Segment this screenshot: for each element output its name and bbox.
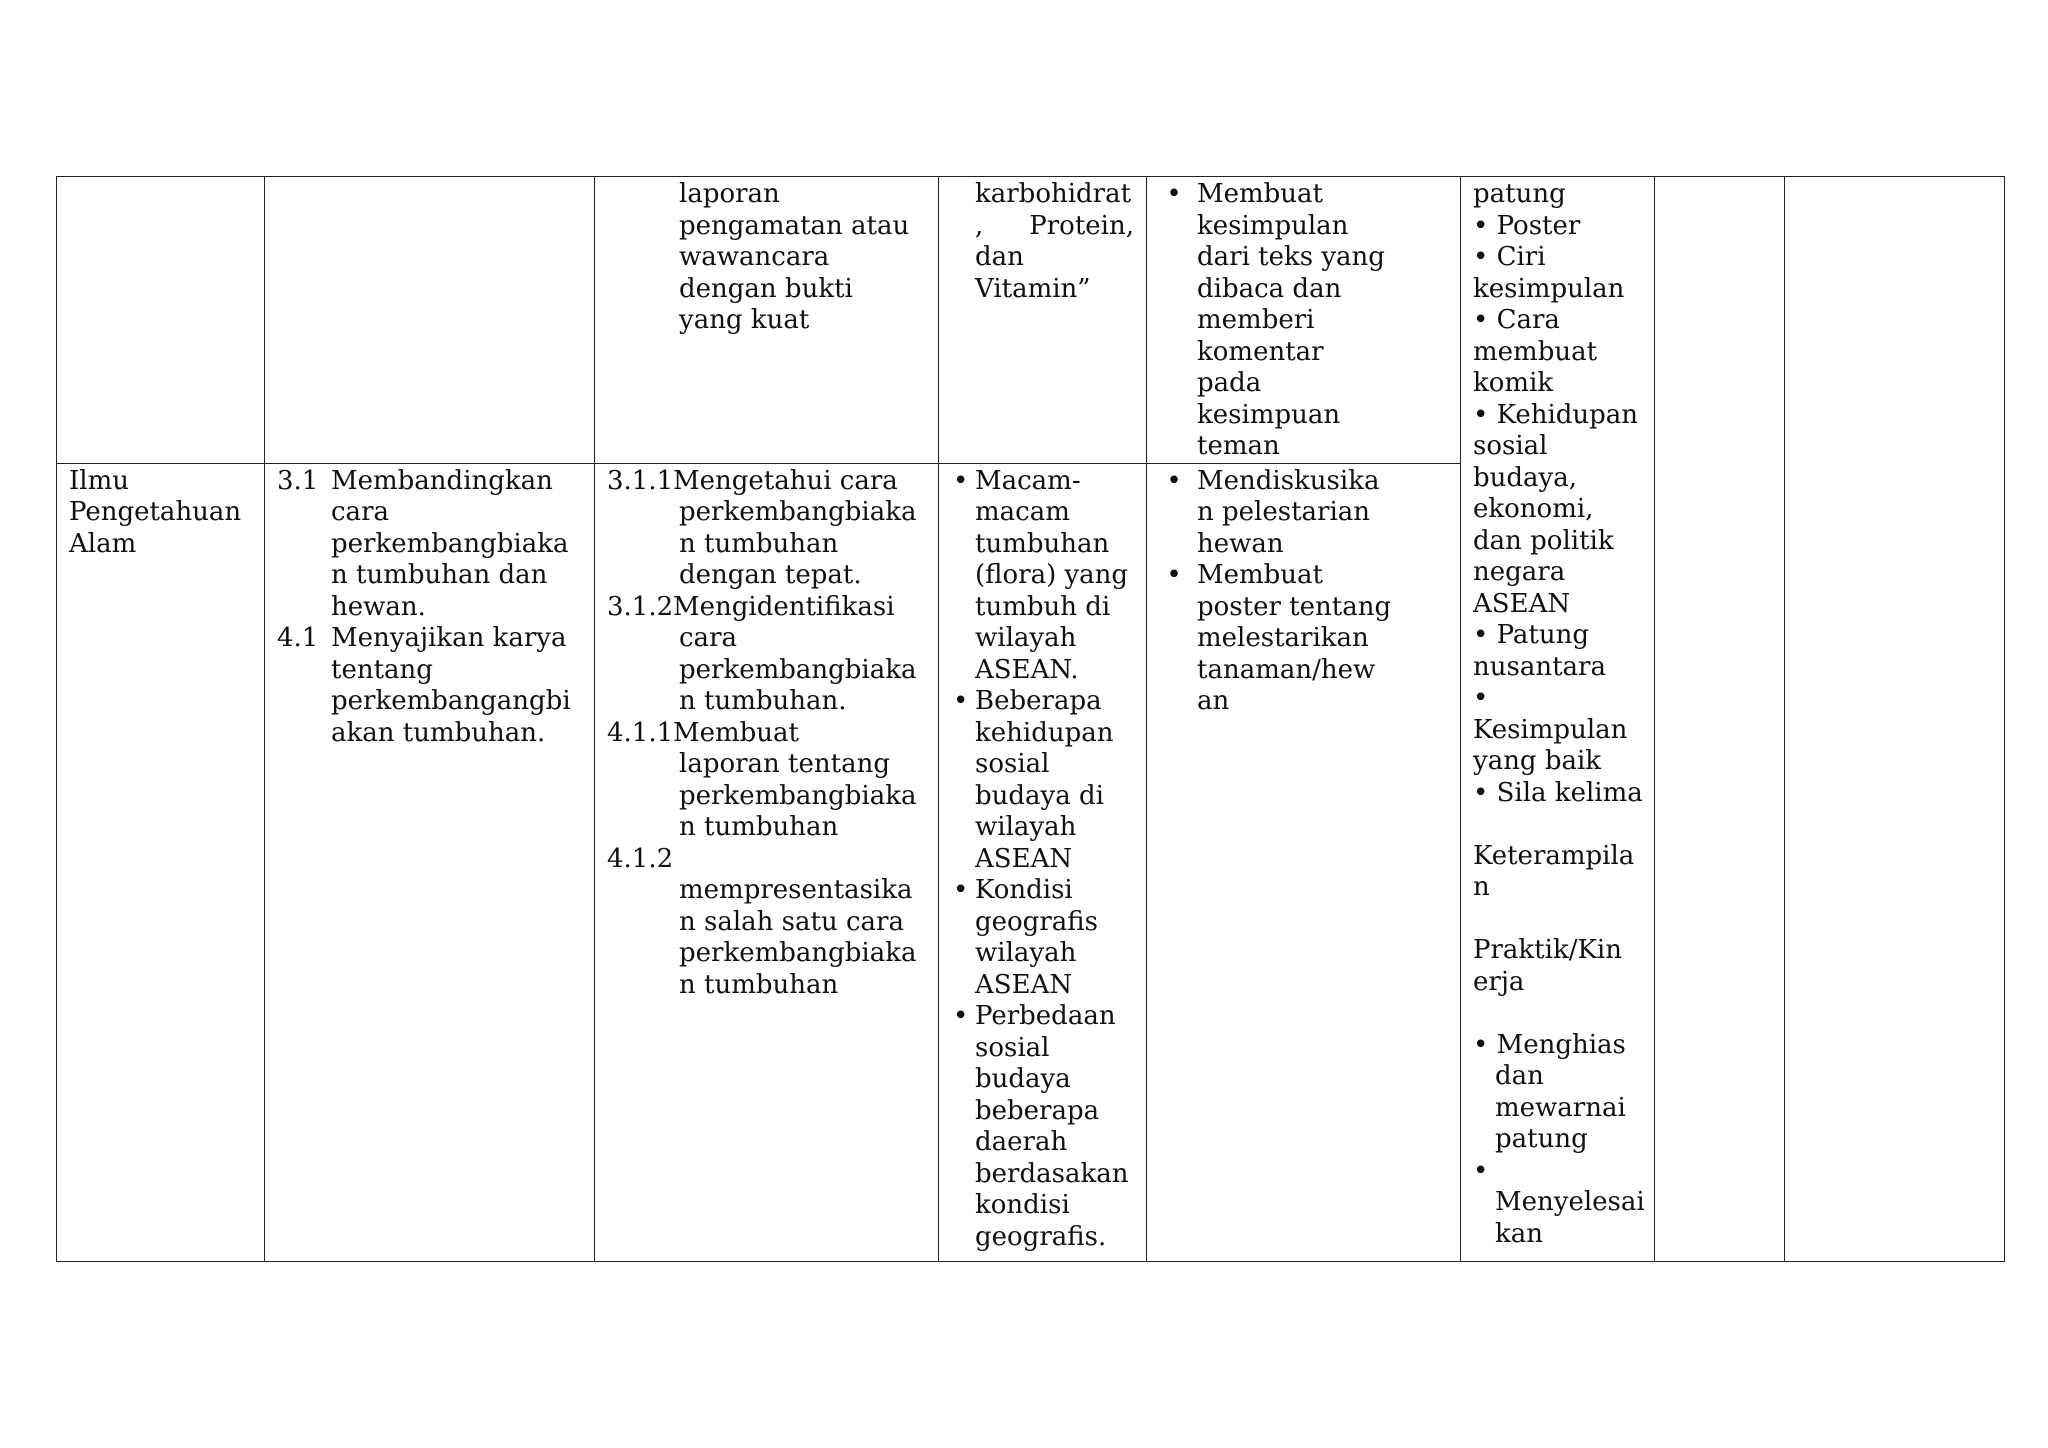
indicator-line: laporan (679, 179, 780, 209)
spacer (1473, 809, 1650, 841)
materi-item: • Macam- (953, 465, 1081, 496)
penilaian-line: patung (1473, 179, 1566, 209)
kd-item: 4.1 Menyajikan karya (277, 623, 567, 653)
kd-line: akan tumbuhan. (331, 717, 546, 748)
materi-line: ASEAN (975, 969, 1073, 1000)
materi-line: Vitamin” (975, 273, 1091, 304)
penilaian-line: ekonomi, (1473, 494, 1594, 524)
penilaian-line: sosial (1473, 431, 1548, 461)
penilaian-line: • Ciri (1473, 242, 1546, 272)
indicator-cell (595, 463, 939, 1261)
kd-line: perkembangangbi (331, 686, 571, 716)
penilaian-line: patung (1495, 1124, 1588, 1154)
indicator-item: 3.1.1Mengetahui cara (607, 465, 898, 496)
materi-line: wilayah (975, 938, 1077, 968)
materi-item: • Perbedaan (953, 1001, 1116, 1031)
indicator-line: yang kuat (679, 305, 810, 335)
indicator-line: mempresentasika (679, 875, 913, 905)
penilaian-line: • Kehidupan (1473, 399, 1639, 430)
kegiatan-cell (1147, 177, 1461, 464)
indicator-line: pengamatan atau (679, 210, 910, 241)
penilaian-line: Keterampila (1473, 840, 1635, 871)
subject-cell (57, 463, 265, 1261)
materi-line: sosial (975, 1032, 1050, 1063)
materi-cell (939, 177, 1147, 464)
penilaian-cell (1461, 177, 1655, 1262)
indicator-line: perkembangbiaka (679, 497, 917, 527)
penilaian-line: ASEAN (1473, 588, 1571, 619)
kegiatan-line: kesimpuan (1197, 399, 1341, 430)
materi-line: geografis (975, 906, 1098, 937)
subject-line: Alam (69, 528, 137, 559)
materi-line: wilayah (975, 623, 1077, 653)
materi-item: • Beberapa (953, 686, 1102, 716)
kegiatan-line: melestarikan (1197, 623, 1369, 653)
indicator-line: n tumbuhan. (679, 686, 847, 716)
kegiatan-line: kesimpulan (1197, 210, 1349, 241)
penilaian-line: budaya, (1473, 462, 1577, 493)
kd-line: perkembangbiaka (331, 528, 569, 559)
kd-line: n tumbuhan dan (331, 560, 548, 590)
materi-line: (flora) yang (975, 560, 1129, 590)
materi-line: kondisi (975, 1190, 1070, 1220)
kd-cell (265, 463, 595, 1261)
kegiatan-line: dari teks yang (1197, 242, 1385, 272)
materi-line: geografis. (975, 1221, 1107, 1252)
penilaian-line: negara (1473, 557, 1566, 587)
materi-line: budaya (975, 1064, 1071, 1094)
indicator-line: n tumbuhan (679, 969, 839, 1000)
kegiatan-cell (1147, 463, 1461, 1261)
kegiatan-line: teman (1197, 431, 1280, 461)
kd-item: 3.1 Membandingkan (277, 465, 553, 496)
materi-line: kehidupan (975, 717, 1114, 748)
materi-line: , Protein, (975, 210, 1134, 241)
kegiatan-line: dibaca dan (1197, 273, 1342, 304)
materi-line: sosial (975, 749, 1050, 779)
penilaian-line: • Cara (1473, 305, 1560, 335)
materi-line: budaya di (975, 780, 1104, 811)
alokasi-cell (1655, 177, 1785, 1262)
indicator-line: cara (679, 623, 737, 653)
kegiatan-item: • Mendiskusika (1197, 466, 1450, 498)
spacer (1473, 998, 1650, 1030)
penilaian-line: nusantara (1473, 651, 1606, 682)
penilaian-line: • Menghias (1473, 1029, 1626, 1060)
materi-line: tumbuh di (975, 591, 1111, 622)
indicator-line: wawancara (679, 242, 830, 272)
kegiatan-line: poster tentang (1197, 591, 1392, 622)
indicator-line: dengan bukti (679, 273, 853, 304)
penilaian-line: • Poster (1473, 210, 1581, 241)
subject-line: Pengetahuan (69, 497, 242, 527)
subject-cell-empty (57, 177, 265, 464)
kegiatan-line: an (1197, 686, 1230, 716)
indicator-line: n salah satu cara (679, 906, 904, 937)
spacer (1473, 904, 1650, 936)
materi-item: • Kondisi (953, 875, 1073, 905)
subject-line: Ilmu (69, 465, 129, 496)
kd-cell-empty (265, 177, 595, 464)
materi-line: daerah (975, 1127, 1068, 1157)
bullet-icon: • (953, 1001, 969, 1031)
kegiatan-line: komentar (1197, 336, 1324, 367)
materi-line: beberapa (975, 1095, 1100, 1126)
materi-line: dan (975, 242, 1024, 272)
kegiatan-line: n pelestarian (1197, 497, 1371, 527)
penilaian-line: kesimpulan (1473, 273, 1625, 304)
penilaian-line: • (1473, 1155, 1489, 1186)
penilaian-line: membuat (1473, 336, 1598, 367)
kd-line: cara (331, 497, 389, 527)
materi-line: wilayah (975, 812, 1077, 842)
penilaian-line: yang baik (1473, 746, 1602, 776)
bullet-icon: • (953, 875, 969, 905)
penilaian-line: • Patung (1473, 620, 1590, 650)
kegiatan-line: pada (1197, 368, 1262, 398)
penilaian-line: n (1473, 872, 1490, 902)
lesson-plan-table (56, 176, 2005, 1262)
materi-cell (939, 463, 1147, 1261)
indicator-cell (595, 177, 939, 464)
penilaian-line: Kesimpulan (1473, 714, 1628, 745)
materi-line: berdasakan (975, 1158, 1129, 1189)
penilaian-line: kan (1495, 1218, 1544, 1249)
table-row (57, 177, 2005, 464)
materi-line: ASEAN (975, 843, 1073, 874)
penilaian-line: • (1473, 683, 1489, 713)
kegiatan-line: • Membuat (1197, 179, 1450, 211)
indicator-line: perkembangbiaka (679, 780, 917, 811)
bullet-icon: • (1166, 560, 1182, 590)
bullet-icon: • (953, 686, 969, 716)
kegiatan-item: • Membuat (1197, 560, 1450, 592)
materi-line: karbohidrat (975, 179, 1132, 209)
kegiatan-line: hewan (1197, 528, 1284, 559)
bullet-icon: • (1166, 465, 1182, 496)
kegiatan-line: memberi (1197, 305, 1315, 335)
kd-line: tentang (331, 654, 433, 685)
indicator-line: dengan tepat. (679, 560, 862, 590)
penilaian-line: komik (1473, 368, 1554, 398)
materi-line: tumbuhan (975, 528, 1110, 559)
bullet-icon: • (1166, 179, 1182, 209)
penilaian-line: mewarnai (1495, 1092, 1626, 1123)
kd-line: hewan. (331, 591, 426, 622)
penilaian-line: Praktik/Kin (1473, 935, 1622, 965)
indicator-item: 4.1.1Membuat (607, 717, 800, 748)
penilaian-line: erja (1473, 966, 1525, 997)
materi-line: macam (975, 497, 1070, 527)
penilaian-line: dan (1495, 1061, 1544, 1091)
penilaian-line: Menyelesai (1495, 1187, 1645, 1217)
indicator-item: 3.1.2Mengidentifikasi (607, 591, 895, 622)
indicator-line: n tumbuhan (679, 812, 839, 842)
materi-line: ASEAN. (975, 654, 1079, 685)
sumber-cell (1785, 177, 2005, 1262)
indicator-line: n tumbuhan (679, 528, 839, 559)
indicator-line: perkembangbiaka (679, 938, 917, 968)
kegiatan-line: tanaman/hew (1197, 654, 1376, 685)
indicator-line: laporan tentang (679, 749, 890, 779)
penilaian-line: dan politik (1473, 525, 1614, 556)
indicator-item: 4.1.2 (607, 843, 674, 874)
indicator-line: perkembangbiaka (679, 654, 917, 685)
bullet-icon: • (953, 465, 969, 496)
penilaian-line: • Sila kelima (1473, 777, 1643, 808)
